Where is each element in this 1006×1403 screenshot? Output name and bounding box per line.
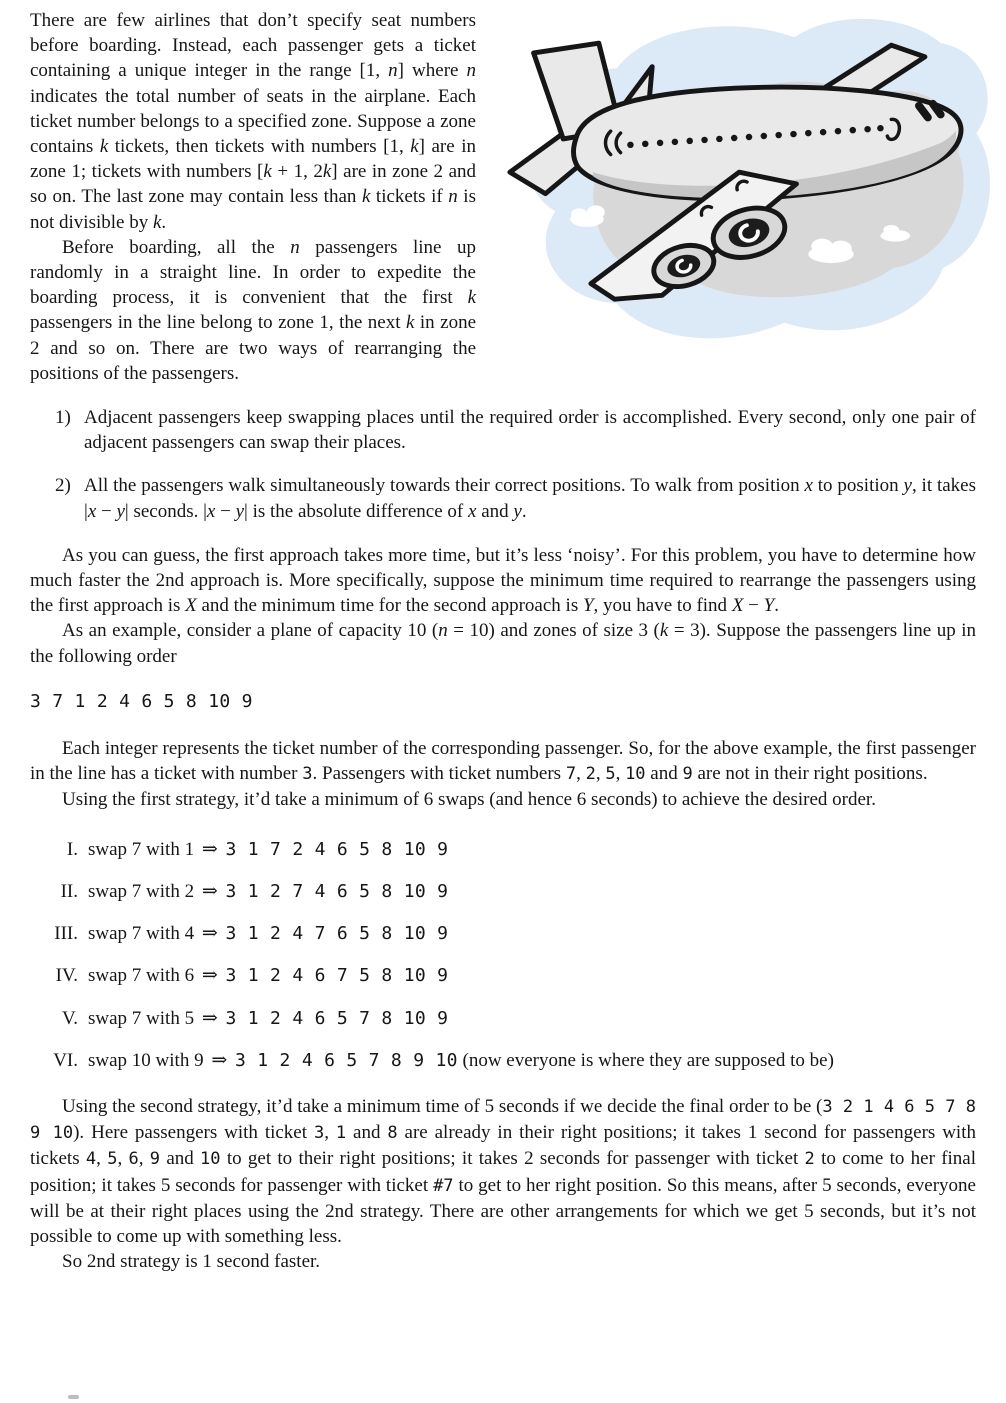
text-segment: Y (582, 595, 594, 617)
text-segment: | is the absolute difference of (244, 500, 468, 522)
swap-step (30, 837, 976, 862)
text-segment: tickets, then tickets with numbers [1, (108, 136, 411, 158)
text-segment: n (388, 60, 398, 82)
text-segment: , (595, 763, 606, 785)
text-segment: All the passengers walk simultaneously towards their correct positions. To walk from position (84, 475, 805, 497)
swap-step (30, 1048, 976, 1073)
cutoff-text-artifact (68, 1395, 79, 1399)
text-segment: are already in their right positions; it takes 1 second for passengers with tickets (30, 1122, 976, 1170)
swap-action: swap 7 with 2 (88, 880, 195, 902)
text-segment: So 2nd strategy is 1 second faster. (62, 1251, 321, 1273)
text-segment: k (263, 161, 272, 183)
text-segment: , (324, 1122, 336, 1144)
text-segment: k (410, 136, 419, 158)
text-segment: in zone 2 and so on. There are two ways of rearranging the positions of the passengers. (30, 312, 476, 384)
text-segment: x (206, 500, 216, 522)
swap-action: swap 7 with 5 (88, 1007, 195, 1029)
swap-action: swap 7 with 4 (88, 923, 195, 945)
list-item-text (84, 475, 976, 521)
text-segment: 1 (335, 1123, 347, 1144)
list-marker: 1) (55, 407, 71, 429)
text-segment: 3 (302, 764, 313, 785)
swap-step-numeral: IV. (55, 965, 78, 987)
text-segment: ] where (397, 60, 467, 82)
text-segment: There are few airlines that don’t specify seat numbers before boarding. Instead, each passenger gets a ticket containing a unique integer in the range [1, (30, 10, 476, 82)
text-segment: − (96, 500, 117, 522)
text-segment: and (160, 1148, 201, 1170)
swap-step-numeral: III. (54, 923, 78, 945)
text-segment: and (476, 500, 514, 522)
text-segment: Using the second strategy, it’d take a minimum time of 5 seconds if we decide the final order to be ( (62, 1095, 823, 1117)
paragraph-second-strategy (30, 1094, 976, 1249)
text-segment: 5 (107, 1149, 118, 1170)
implies-arrow-icon: ⇒ (201, 880, 218, 902)
swap-step-numeral: I. (66, 838, 78, 860)
paragraph-first-strategy (30, 787, 976, 812)
text-segment: k (467, 287, 476, 309)
text-segment: k (152, 211, 162, 233)
paragraph-example-explanation (30, 736, 976, 787)
text-segment: As an example, consider a plane of capacity 10 ( (62, 620, 439, 642)
swap-action: swap 7 with 6 (88, 965, 195, 987)
paragraph-example-setup (30, 618, 976, 668)
text-segment: Y (763, 595, 775, 617)
swap-steps-list (30, 837, 976, 1073)
text-segment: and (346, 1122, 388, 1144)
swap-result-sequence: 3 1 7 2 4 6 5 8 10 9 (225, 838, 449, 860)
text-segment: Before boarding, all the (62, 236, 291, 258)
text-segment: − (743, 595, 764, 617)
list-item-text (84, 407, 976, 453)
text-segment: 6 (128, 1149, 139, 1170)
small-cloud (808, 239, 853, 263)
list-item-strategy-1 (30, 405, 976, 455)
swap-result-sequence: 3 1 2 4 6 7 5 8 10 9 (225, 965, 449, 987)
list-item-strategy-2 (30, 473, 976, 523)
text-segment: and (645, 763, 683, 785)
swap-result-sequence: 3 1 2 7 4 6 5 8 10 9 (225, 880, 449, 902)
text-segment: n (438, 620, 448, 642)
initial-order-sequence: 3 7 1 2 4 6 5 8 10 9 (30, 690, 253, 712)
text-segment: , (117, 1148, 129, 1170)
text-segment: and the minimum time for the second approach is (196, 595, 583, 617)
text-segment: x (87, 500, 97, 522)
airplane-illustration (500, 8, 1000, 352)
text-segment: k (659, 620, 669, 642)
strategies-list (30, 405, 976, 524)
implies-arrow-icon: ⇒ (201, 923, 218, 945)
paragraph-task (30, 543, 976, 619)
swap-step (30, 879, 976, 904)
text-segment: are not in their right positions. (692, 763, 928, 785)
swap-result-sequence: 3 1 2 4 6 5 7 8 9 10 (235, 1049, 458, 1071)
text-segment: indicates the total number of seats in the airplane. Each ticket number belongs to a specified zone. Suppose a zone contains (30, 85, 476, 158)
airplane-illustration-svg (500, 8, 1000, 352)
text-segment: = 10) and zones of size 3 ( (447, 620, 660, 642)
text-segment: k (405, 312, 415, 334)
text-segment: 10 (200, 1149, 221, 1170)
text-segment: 3 2 1 4 6 5 7 8 9 10 (30, 1096, 976, 1144)
swap-step-numeral: II. (60, 880, 78, 902)
swap-action: swap 7 with 1 (88, 838, 195, 860)
text-segment: passengers in the line belong to zone 1, the next (30, 312, 406, 334)
paragraph-conclusion (30, 1249, 976, 1274)
text-segment: n (448, 186, 458, 208)
text-segment: k (99, 136, 109, 158)
text-segment: , (615, 763, 626, 785)
text-segment: y (513, 500, 522, 522)
text-segment: + 1, 2 (271, 161, 323, 183)
text-segment: ] are in zone 2 and so on. The last zone may contain less than (30, 161, 476, 208)
list-marker: 2) (55, 475, 71, 497)
text-segment: Using the first strategy, it’d take a minimum of 6 swaps (and hence 6 seconds) to achieve the desired order. (62, 789, 876, 811)
text-segment: passengers line up randomly in a straight line. In order to expedite the boarding process, it is convenient that the first (30, 236, 476, 309)
text-segment: 2 (804, 1149, 815, 1170)
text-segment: | seconds. | (124, 500, 207, 522)
text-segment: ] are in zone 1; tickets with numbers [ (30, 136, 476, 183)
text-segment: = 3). Suppose the passengers line up in the following order (30, 620, 976, 667)
swap-note: (now everyone is where they are supposed to be) (462, 1049, 834, 1071)
text-segment: 9 (149, 1149, 161, 1170)
text-segment: X (185, 595, 197, 617)
text-segment: 9 (682, 764, 693, 785)
text-segment: k (361, 186, 371, 208)
text-segment: . (521, 500, 527, 522)
text-segment: 2 (585, 764, 596, 785)
text-segment: ). Here passengers with ticket (73, 1122, 314, 1144)
swap-step (30, 963, 976, 988)
text-segment: X (731, 595, 744, 617)
swap-step (30, 921, 976, 946)
text-segment: is not divisible by (30, 186, 476, 233)
text-segment: #7 (433, 1175, 454, 1196)
text-segment: Each integer represents the ticket number of the corresponding passenger. So, for the above example, the first passenger in the line has a ticket with number (30, 738, 976, 785)
swap-result-sequence: 3 1 2 4 6 5 7 8 10 9 (225, 1007, 449, 1029)
text-segment: . (774, 595, 779, 617)
text-segment: , you have to find (593, 595, 732, 617)
text-segment: , it takes | (84, 475, 976, 522)
text-segment: to position (812, 475, 904, 497)
text-segment: y (116, 500, 125, 522)
text-segment: x (468, 500, 477, 522)
text-segment: 4 (85, 1149, 97, 1170)
text-segment: x (804, 475, 813, 497)
implies-arrow-icon: ⇒ (201, 965, 218, 987)
text-segment: y (903, 475, 912, 497)
text-segment: to get to her right position. So this means, after 5 seconds, everyone will be at their right places using the 2nd strategy. There are other arrangements for which we get 5 seconds, but it’s not possible to come up with something less. (30, 1174, 976, 1247)
implies-arrow-icon: ⇒ (211, 1049, 228, 1071)
swap-result-sequence: 3 1 2 4 7 6 5 8 10 9 (225, 923, 449, 945)
text-segment: 3 (313, 1123, 325, 1144)
implies-arrow-icon: ⇒ (201, 838, 218, 860)
text-segment: Adjacent passengers keep swapping places until the required order is accomplished. Every second, only one pair of adjacent passengers can swap their places. (84, 407, 976, 454)
text-segment: 5 (605, 764, 616, 785)
text-segment: 8 (387, 1123, 398, 1144)
text-segment: 10 (625, 764, 646, 785)
text-segment: − (215, 500, 236, 522)
text-segment: y (235, 500, 245, 522)
text-segment: n (466, 60, 476, 82)
implies-arrow-icon: ⇒ (201, 1007, 218, 1029)
swap-step-numeral: V. (61, 1007, 78, 1029)
text-segment: , (138, 1148, 150, 1170)
swap-step-numeral: VI. (53, 1049, 78, 1071)
text-segment: 7 (565, 764, 577, 785)
text-segment: to come to her final position; it takes 5 seconds for passenger with ticket (30, 1148, 977, 1196)
text-segment: k (322, 161, 332, 183)
swap-step (30, 1006, 976, 1031)
text-segment: . Passengers with ticket numbers (312, 763, 566, 785)
text-segment: . (161, 211, 167, 233)
text-segment: to get to their right positions; it takes 2 seconds for passenger with ticket (220, 1148, 805, 1170)
text-segment: , (576, 763, 586, 785)
swap-action: swap 10 with 9 (88, 1049, 204, 1071)
text-segment: n (290, 236, 300, 258)
text-segment: tickets if (370, 186, 449, 208)
text-segment: , (96, 1148, 108, 1170)
text-segment: As you can guess, the first approach takes more time, but it’s less ‘noisy’. For this problem, you have to determine how much faster the 2nd approach is. More specifically, suppose the minimum time required to rearrange the passengers using the first approach is (30, 544, 976, 617)
